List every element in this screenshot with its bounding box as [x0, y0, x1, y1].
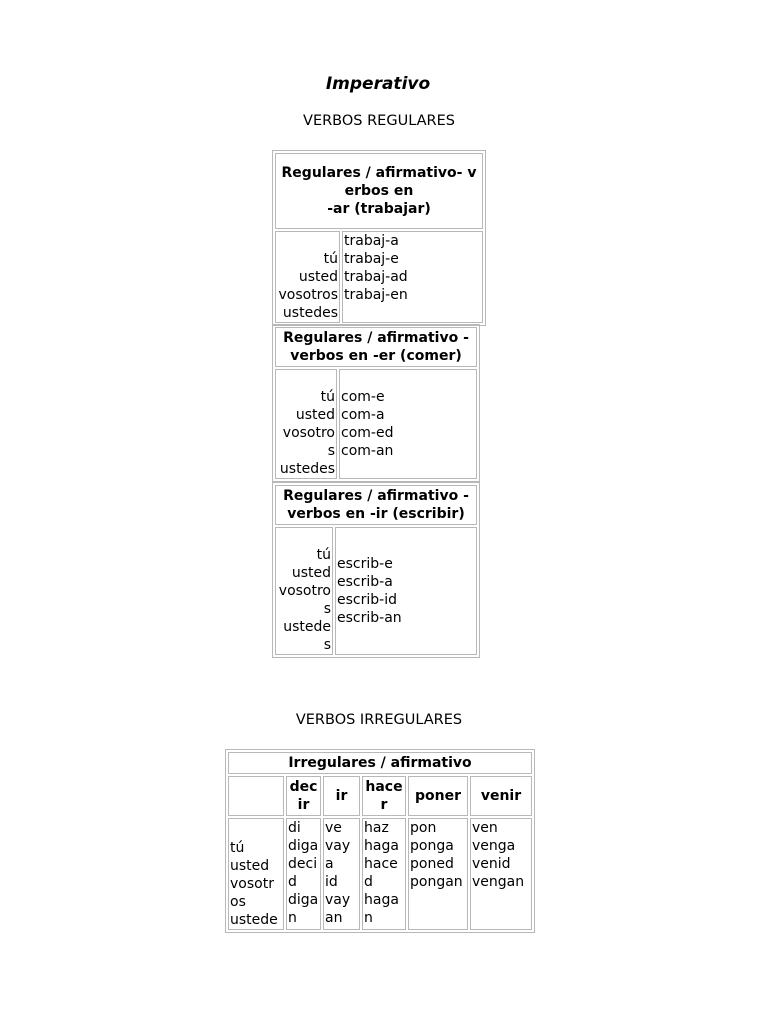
column-header-empty — [228, 776, 284, 816]
column-header-decir: decir — [286, 776, 321, 816]
page-title: Imperativo — [325, 74, 431, 94]
verb-forms-list: trabaj-a trabaj-e trabaj-ad trabaj-en — [342, 231, 483, 323]
pronoun-list: tú usted vosotros ustedes — [275, 231, 340, 323]
pronoun-list: tú usted vosotros ustedes — [275, 527, 333, 655]
table-header: Regulares / afirmativo - verbos en -er (comer) — [275, 327, 477, 367]
table-header: Regulares / afirmativo - verbos en -ir (escribir) — [275, 485, 477, 525]
table-regulares-er — [272, 324, 480, 482]
column-header-poner: poner — [408, 776, 468, 816]
forms-ir: ve vaya id vayan — [323, 818, 360, 930]
verb-forms-list: com-e com-a com-ed com-an — [339, 369, 477, 479]
table-header: Regulares / afirmativo- verbos en -ar (trabajar) — [275, 153, 483, 229]
table-regulares-ar — [272, 150, 486, 326]
table-irregulares — [225, 749, 535, 933]
forms-decir: di diga decid digan — [286, 818, 321, 930]
column-header-hacer: hacer — [362, 776, 406, 816]
section-heading-irregulares: VERBOS IRREGULARES — [295, 712, 463, 728]
forms-venir: ven venga venid vengan — [470, 818, 532, 930]
pronoun-list: tú usted vosotros ustedes — [275, 369, 337, 479]
verb-forms-list: escrib-e escrib-a escrib-id escrib-an — [335, 527, 477, 655]
column-header-venir: venir — [470, 776, 532, 816]
table-header: Irregulares / afirmativo — [228, 752, 532, 774]
forms-hacer: haz haga haced hagan — [362, 818, 406, 930]
column-header-ir: ir — [323, 776, 360, 816]
table-regulares-ir — [272, 482, 480, 658]
forms-poner: pon ponga poned pongan — [408, 818, 468, 930]
pronoun-list: tú usted vosotros ustede — [228, 818, 284, 930]
section-heading-regulares: VERBOS REGULARES — [303, 113, 455, 129]
